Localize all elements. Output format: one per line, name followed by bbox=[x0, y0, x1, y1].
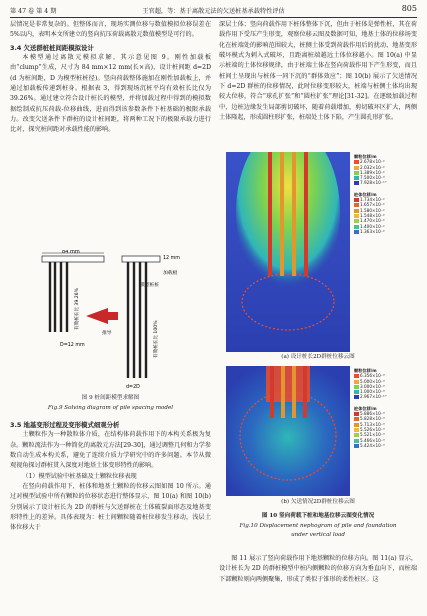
legend-item: 1.400×10⁻² bbox=[354, 224, 418, 229]
paragraph: 深层土体；竖向荷载作用下桩体整体下沉，但由于桩体是弹性桩，其在荷载作用下受压产生形变，观察位移云图及数据可知，地基土体的位移场变化在桩端处的影响范围较大，桩侧土体受到荷载作用后的扰动、地基变形破坏模式为刺入式破坏，且距离桩端越远土体位移越小。图 10(a) 中显示桩端的土体位移规律，由于桩端土体在竖向荷载作用下产生形变，而且桩间土呈现出与桩体一同下沉的“群体效应”；图 10(b) 展示了欠送情况下 d=2D 群桩的位移情况，此时位移变形较大，桩端与桩侧土体均出现较大位移，符合“球孔扩张”和“圆柱扩张”理论[31-32]。在逐级加载过程中，边桩边缘发生局部剪切破坏，随着荷载增加，剪切破坏区扩大，两侧土体隆起，形成圆柱形扩张，桩端处土体下陷，产生圆孔形扩张。 bbox=[219, 21, 417, 122]
legend-item: 1.363×10⁻² bbox=[354, 229, 418, 234]
running-title: 王官超，等：基于离散元法的欠送桩基承载特性评估 bbox=[142, 8, 285, 15]
pile-1 bbox=[268, 152, 272, 276]
fig9-caption-en: Fig.9 Solving diagram of pile spacing model bbox=[47, 405, 174, 411]
sub-heading: （1）模型试验中桩基础及土颗粒位移表现 bbox=[22, 472, 137, 480]
fig10-caption-en-1: Fig.10 Displacement nephogram of pile and foundation bbox=[239, 523, 397, 529]
pile-label: 模型桩桩 bbox=[140, 283, 160, 288]
legend-item: 3.000×10⁻³ bbox=[354, 384, 418, 389]
paragraph: 本模型通过离散元模拟求解，其示意见图 9。刚性加载板由“clump”生成，尺寸为 84 mm×12 mm(长×高)，设计桩间距 d=2D (d 为桩间距，D 为模型桩桩径)。竖向荷载整体施加在刚性加载板上，并通过加载板传递到桩身。根据表 3，得到现场沉桩平均有效桩长比仅为 39.26%。通过建立符合设计桩长的模型，并将加载过程中得到的模拟数据绘制成抗压荷载-位移曲线，进而得到该参数条件下桩基础的极限承载力。改变欠送条件下群桩的设计桩间距，将两种工况下的极限承载力进行比对，探究桩间距对承载性能的影响。 bbox=[10, 54, 211, 134]
left-column-bottom bbox=[10, 420, 211, 534]
legend-item: 1.000×10⁻³ bbox=[354, 389, 418, 394]
legend-item: 1.470×10⁻² bbox=[354, 218, 418, 223]
legend-item: 7.928×10⁻¹⁰ bbox=[354, 180, 418, 185]
fig10a-legend bbox=[354, 154, 418, 234]
page-number: 805 bbox=[401, 4, 417, 13]
fig10-caption-en-2: under vertical load bbox=[291, 532, 345, 538]
paragraph: 土颗粒作为一种散粒体介质，在结构体荷载作用下的本构关系极为复杂。颗粒流法作为一种简化的离散元方法[29-30]，通过调整几何和力学参数自动生成本构关系，避免了连续介质力学研究中的许多问题。本节从微观视角探讨群桩贯入深度对地基土体变形特性的影响。 bbox=[10, 431, 211, 470]
legend-item: 5.521×10⁻³ bbox=[354, 432, 418, 437]
legend-item: 2.032×10⁻² bbox=[354, 165, 418, 170]
pile-diameter-label: D=12 mm bbox=[60, 343, 85, 348]
legend-item: 5.466×10⁻³ bbox=[354, 438, 418, 443]
legend-item: 5.828×10⁻³ bbox=[354, 416, 418, 421]
fig10a-caption: (a) 设计桩长2D群桩位移云图 bbox=[281, 354, 355, 360]
legend-title: 颗粒位移/m bbox=[354, 154, 377, 159]
paragraph: 层情况是非常复杂的。但整体而言，现场实测位移与数值模拟位移误差在5%以内，表明本文所建立的竖向抗压荷载离散元数值模型是可行的。 bbox=[10, 21, 211, 39]
running-header bbox=[10, 4, 417, 16]
push-arrow bbox=[86, 308, 118, 324]
section-heading: 3.5 地基变形过程及变形模式细观分析 bbox=[10, 421, 120, 429]
header-rule bbox=[10, 17, 417, 18]
legend-item: 1.657×10⁻² bbox=[354, 202, 418, 207]
right-column-top bbox=[219, 20, 417, 144]
legend-item: 1.734×10⁻² bbox=[354, 197, 418, 202]
legend-item: 1.580×10⁻² bbox=[354, 208, 418, 213]
figure-10a-nephogram bbox=[226, 152, 350, 352]
pile-spacing-label: d=2D bbox=[126, 385, 140, 390]
figure-9-diagram bbox=[22, 250, 192, 392]
pile-3 bbox=[292, 152, 296, 276]
legend-item: 2.967×10⁻¹⁰ bbox=[354, 394, 418, 399]
journal-volume: 第 47 卷 第 4 期 bbox=[10, 8, 57, 15]
fig10b-caption: (b) 欠送情况2D群桩位移云图 bbox=[281, 499, 355, 505]
pile-4 bbox=[304, 152, 308, 276]
legend-item: 2.678×10⁻² bbox=[354, 159, 418, 164]
right-column-bottom bbox=[219, 554, 417, 614]
length-ratio-label-2: 有效桩长比 100% bbox=[154, 320, 159, 358]
fig10b-legend bbox=[354, 368, 418, 448]
pile-3 bbox=[292, 366, 296, 418]
legend-title: 桩体位移/m bbox=[354, 405, 377, 411]
legend-item: 1.548×10⁻² bbox=[354, 213, 418, 218]
fig9-caption-cn: 图 9 桩间距模型求解图 bbox=[81, 395, 140, 401]
legend-item: 5.526×10⁻³ bbox=[354, 427, 418, 432]
legend-item: 5.000×10⁻³ bbox=[354, 379, 418, 384]
legend-item: 1.389×10⁻² bbox=[354, 170, 418, 175]
dim-12mm: 12 mm bbox=[163, 256, 180, 261]
dim-84mm: 84 mm bbox=[62, 250, 80, 255]
fig10-caption-cn: 图 10 竖向荷载下桩和地基位移云图变化情况 bbox=[261, 513, 375, 519]
paragraph: 图 11 展示了竖向荷载作用下地基颗粒的位移方向。图 11(a) 显示，设计桩长为 2D 的群桩模型中桩内侧颗粒的位移方向为垂直向下，而桩端下部颗粒则向两侧聚集，形成了类似于锥形的柔性桩区。这 bbox=[219, 555, 417, 583]
section-heading: 3.4 欠送群桩桩间距模拟设计 bbox=[10, 43, 94, 52]
pile-2 bbox=[281, 366, 285, 418]
length-ratio-label: 有效桩长比 39.26% bbox=[75, 288, 80, 330]
pile-4 bbox=[303, 366, 307, 418]
legend-item: 7.500×10⁻³ bbox=[354, 175, 418, 180]
legend-item: 6.356×10⁻³ bbox=[354, 373, 418, 378]
legend-title: 桩体位移/m bbox=[354, 191, 377, 197]
paragraph: 在竖向荷载作用下，桩体和地基土颗粒的位移云图如图 10 所示。通过对模型试验中所有颗粒的位移状态进行整体显示，图 10(a) 和图 10(b) 分别展示了设计桩长为 2D 的群桩与欠送群桩在土体破裂面形态及地基变形特性上的差异。具体表现为：桩土间颗粒随着桩位移发生移动，浅层土体位移大于 bbox=[10, 483, 211, 532]
plate-label: 加载板 bbox=[163, 271, 178, 276]
left-column-top bbox=[10, 20, 211, 136]
load-plate-right bbox=[122, 256, 160, 262]
push-label: 推导 bbox=[102, 331, 112, 336]
pile-2 bbox=[280, 152, 284, 276]
legend-item: 5.424×10⁻³ bbox=[354, 443, 418, 448]
legend-item: 5.713×10⁻³ bbox=[354, 422, 418, 427]
legend-title: 颗粒位移/m bbox=[354, 368, 377, 373]
legend-item: 5.886×10⁻³ bbox=[354, 411, 418, 416]
pile-1 bbox=[270, 366, 274, 418]
figure-10b-nephogram bbox=[226, 366, 350, 496]
load-plate-left bbox=[42, 256, 104, 262]
